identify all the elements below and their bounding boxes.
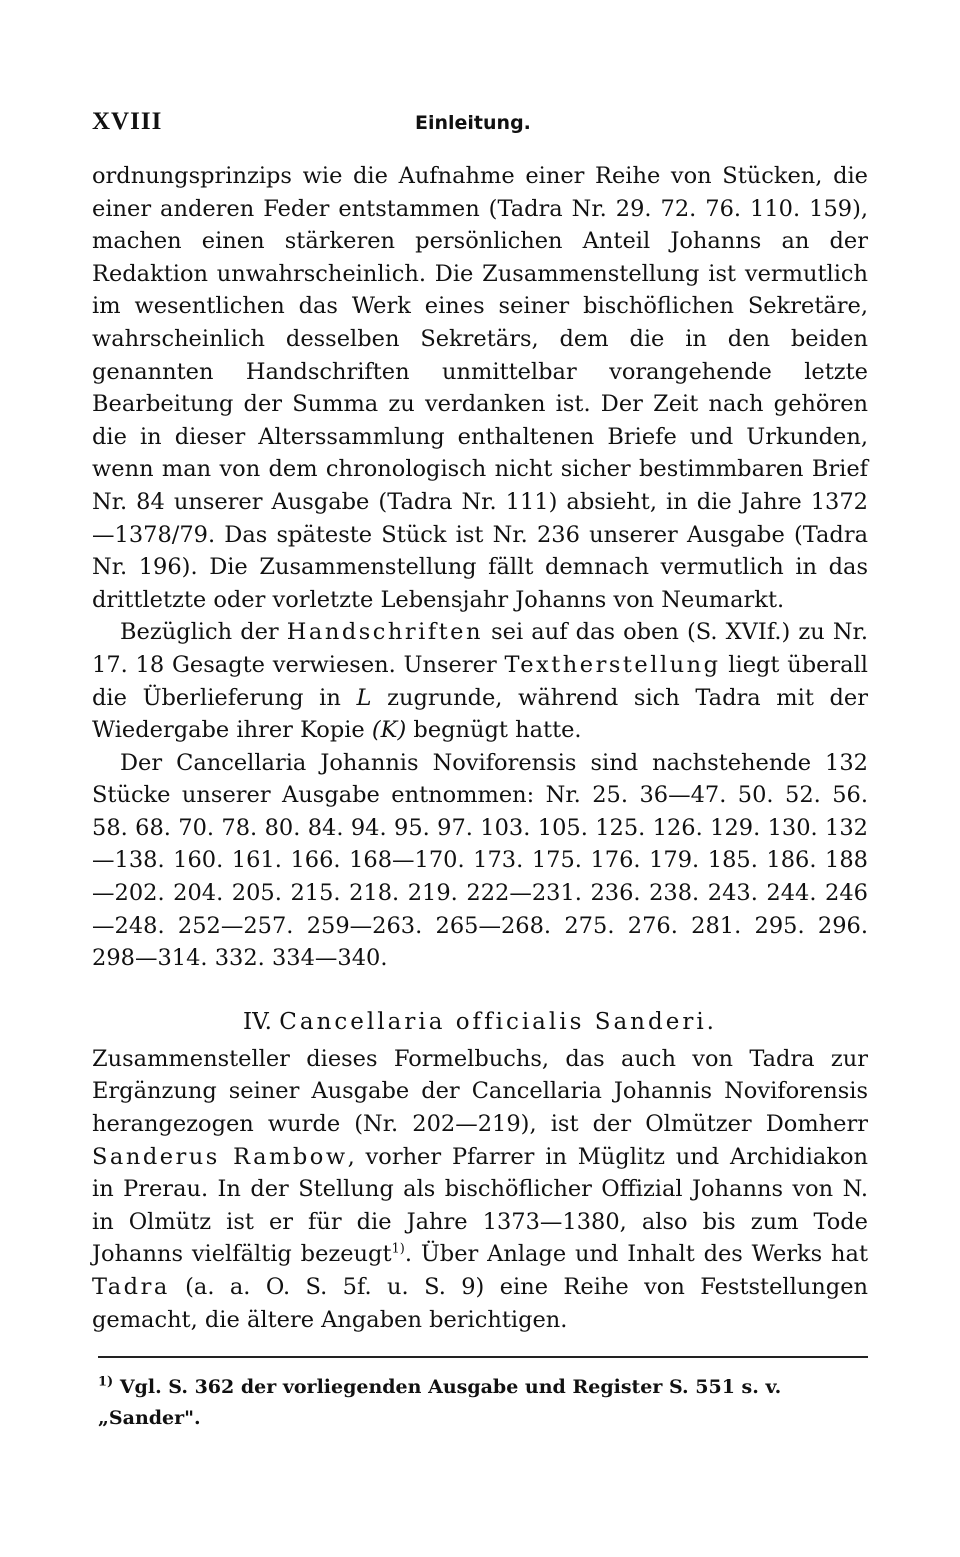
text-segment: Der Cancellaria Johannis Noviforensis sind nachstehende 132 Stücke unserer Ausgabe entnommen: Nr. 25. 36—47. 50. 52. 56. 58. 68. 70. 78. 80. 84. 94. 95. 97. 103. 105. 125. 126. 129. 130. 132—138. 160. 161. 166. 168—170. 173. 175. 176. 179. 185. 186. 188—202. 204. 205. 215. 218. 219. 222—231. 236. 238. 243. 244. 246—248. 252—257. 259—263. 265—268. 275. 276. 281. 295. 296. 298—314. 332. 334—340.: [92, 749, 868, 972]
running-title: Einleitung.: [415, 112, 531, 134]
footnote-divider: [98, 1356, 868, 1358]
text-segment: zugrunde, während sich Tadra mit der Wiedergabe ihrer Kopie: [92, 684, 868, 744]
paragraph: [92, 160, 868, 616]
text-segment: , vorher Pfarrer in Müglitz und Archidiakon in Prerau. In der Stellung als bischöflicher Offizial Johanns von N. in Olmütz ist er für die Jahre 1373—1380, also bis zum Tode Johanns vielfältig bezeugt: [92, 1143, 868, 1268]
section-title: Cancellaria officialis Sanderi.: [279, 1008, 717, 1035]
page-header: [92, 108, 868, 148]
spaced-emphasis: Textherstellung: [504, 651, 721, 678]
section-heading: [92, 975, 868, 1043]
paragraph: [92, 616, 868, 746]
italic-text: L: [356, 684, 372, 711]
paragraph: [92, 1043, 868, 1336]
spaced-emphasis: Sanderus Rambow: [92, 1143, 348, 1170]
spaced-emphasis: Tadra: [92, 1274, 170, 1300]
section-paragraph-group: [92, 1043, 868, 1336]
paragraph-group: [92, 160, 868, 975]
page-number: XVIII: [92, 108, 163, 135]
italic-text: (K): [371, 717, 407, 744]
spaced-emphasis: Handschriften: [286, 619, 483, 646]
text-segment: Bezüglich der: [120, 619, 287, 646]
text-segment: Zusammensteller dieses Formelbuchs, das auch von Tadra zur Ergänzung seiner Ausgabe der Cancellaria Johannis Noviforensis herangezogen wurde (Nr. 202—219), ist der Olmützer Domherr: [92, 1045, 868, 1138]
section-number: IV.: [242, 1008, 272, 1035]
footnote-marker: 1): [98, 1374, 114, 1390]
paragraph: [92, 747, 868, 975]
footnote-text: Vgl. S. 362 der vorliegenden Ausgabe und Register S. 551 s. v. „Sander".: [98, 1376, 782, 1429]
footnote: [98, 1372, 868, 1434]
text-segment: begnügt hatte.: [406, 717, 582, 744]
footnote-reference: 1): [391, 1241, 405, 1257]
text-segment: liegt überall die Überlieferung in: [92, 651, 868, 711]
text-segment: sei auf das oben (S. XVIf.) zu Nr. 17. 18 Gesagte verwiesen. Unserer: [92, 619, 868, 678]
body-text: [92, 160, 868, 1336]
text-segment: . Über Anlage und Inhalt des Werks hat: [404, 1241, 868, 1268]
text-segment: (a. a. O. S. 5f. u. S. 9) eine Reihe von Feststellungen gemacht, die ältere Angaben berichtigen.: [92, 1274, 868, 1333]
text-segment: ordnungsprinzips wie die Aufnahme einer Reihe von Stücken, die einer anderen Feder entstammen (Tadra Nr. 29. 72. 76. 110. 159), machen einen stärkeren persönlichen Anteil Johanns an der Redaktion unwahrscheinlich. Die Zusammenstellung ist vermutlich im wesentlichen das Werk eines seiner bischöflichen Sekretäre, wahrscheinlich desselben Sekretärs, dem die in den beiden genannten Handschriften unmittelbar vorangehende letzte Bearbeitung der Summa zu verdanken ist. Der Zeit nach gehören die in dieser Alterssammlung enthaltenen Briefe und Urkunden, wenn man von dem chronologisch nicht sicher bestimmbaren Brief Nr. 84 unserer Ausgabe (Tadra Nr. 111) absieht, in die Jahre 1372—1378/79. Das späteste Stück ist Nr. 236 unserer Ausgabe (Tadra Nr. 196). Die Zusammenstellung fällt demnach vermutlich in das drittletzte oder vorletzte Lebensjahr Johanns von Neumarkt.: [92, 163, 868, 613]
